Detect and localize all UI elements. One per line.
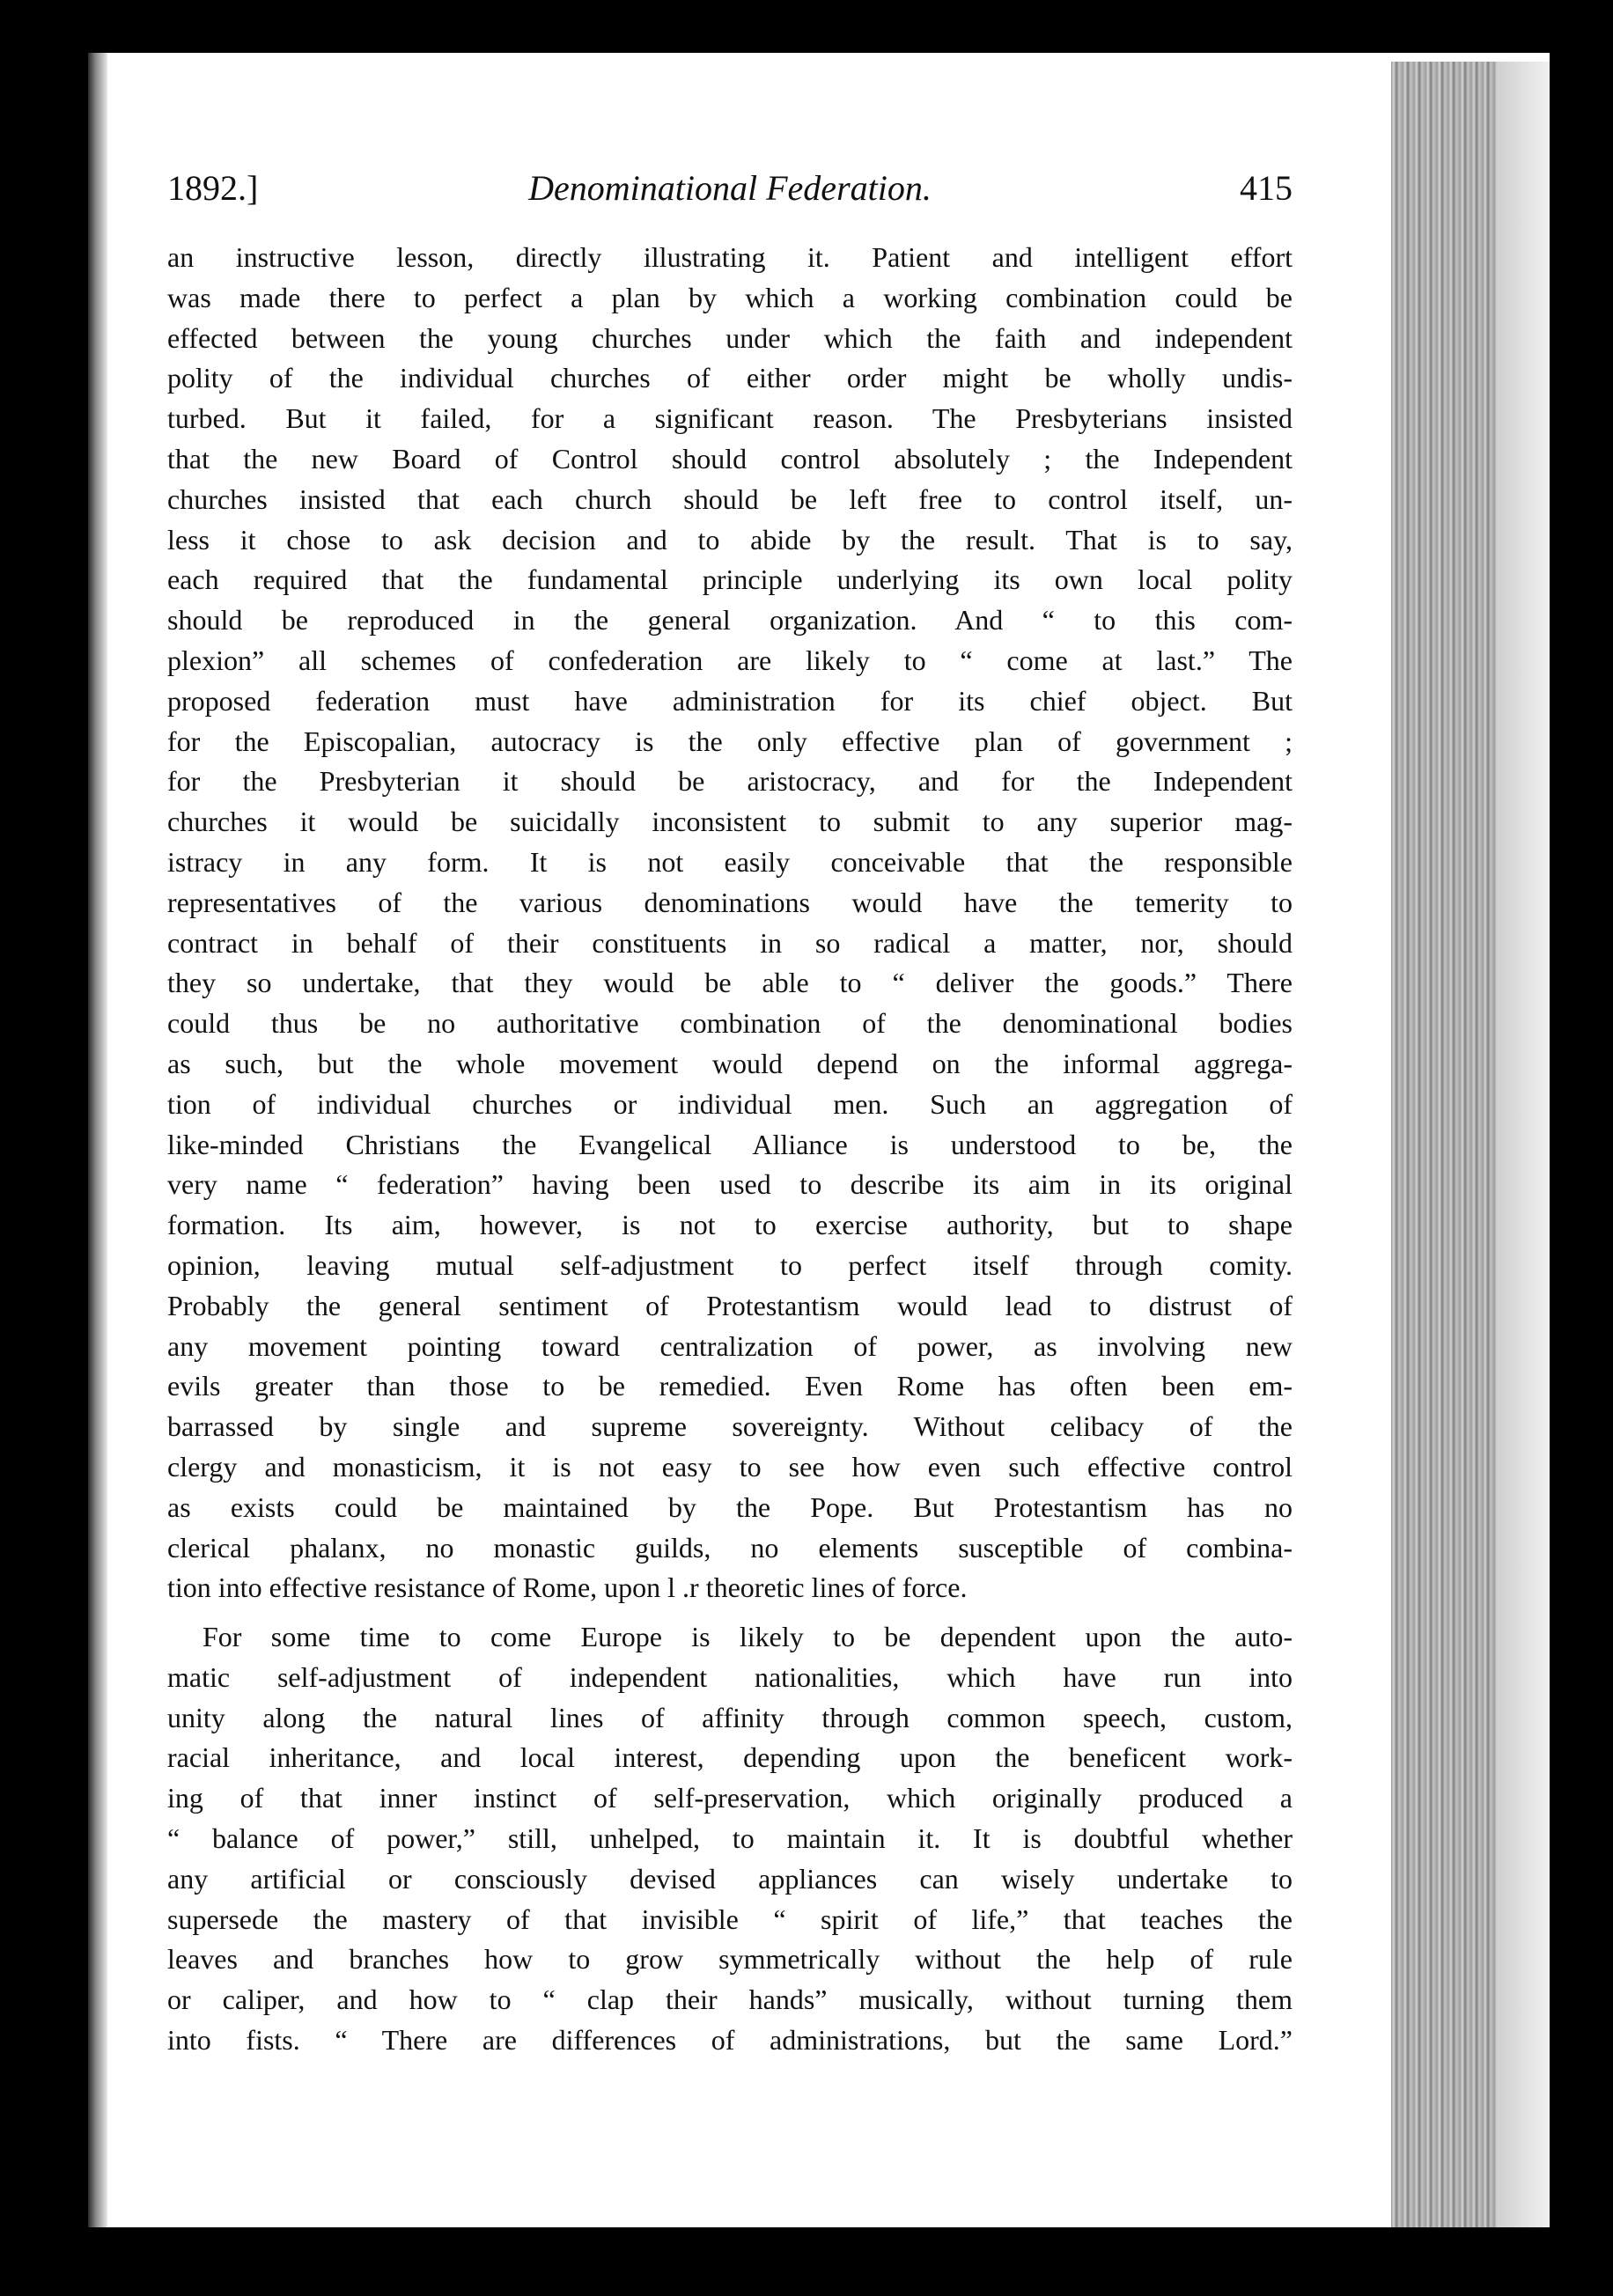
text-line: that the new Board of Control should control absolutely ; the Independent xyxy=(167,442,1293,475)
text-line: unity along the natural lines of affinity through common speech, custom, xyxy=(167,1701,1293,1733)
text-line: any artificial or consciously devised appliances can wisely undertake to xyxy=(167,1862,1293,1895)
paragraph xyxy=(167,238,1293,1608)
text-line: tion of individual churches or individual men. Such an aggregation of xyxy=(167,1087,1293,1120)
page-edge-inner xyxy=(1497,62,1550,2227)
text-line: supersede the mastery of that invisible “ spirit of life,” that teaches the xyxy=(167,1902,1293,1935)
text-line: ing of that inner instinct of self-preservation, which originally produced a xyxy=(167,1782,1293,1814)
text-line: an instructive lesson, directly illustrating it. Patient and intelligent effort xyxy=(167,241,1293,273)
header-year: 1892.] xyxy=(167,168,259,208)
text-line: or caliper, and how to “ clap their hands” musically, without turning them xyxy=(167,1983,1293,2016)
text-line: evils greater than those to be remedied. Even Rome has often been em- xyxy=(167,1370,1293,1402)
text-line: polity of the individual churches of either order might be wholly undis- xyxy=(167,362,1293,394)
text-line: clerical phalanx, no monastic guilds, no elements susceptible of combina- xyxy=(167,1531,1293,1564)
body-text xyxy=(167,238,1293,2061)
text-line: into fists. “ There are differences of administrations, but the same Lord.” xyxy=(167,2024,1293,2057)
text-line: formation. Its aim, however, is not to exercise authority, but to shape xyxy=(167,1209,1293,1241)
text-line: for the Presbyterian it should be aristocracy, and for the Independent xyxy=(167,765,1293,798)
text-line: was made there to perfect a plan by which a working combination could be xyxy=(167,281,1293,313)
text-line: churches it would be suicidally inconsistent to submit to any superior mag- xyxy=(167,806,1293,838)
text-line: any movement pointing toward centralization of power, as involving new xyxy=(167,1329,1293,1362)
page-edges xyxy=(1391,62,1550,2227)
page-gutter xyxy=(88,53,107,2227)
text-line: effected between the young churches under which the faith and independent xyxy=(167,321,1293,354)
text-line: for the Episcopalian, autocracy is the only effective plan of government ; xyxy=(167,725,1293,757)
text-line: barrassed by single and supreme sovereignty. Without celibacy of the xyxy=(167,1410,1293,1443)
page-number: 415 xyxy=(1240,168,1293,208)
text-line: representatives of the various denominations would have the temerity to xyxy=(167,886,1293,918)
text-line: could thus be no authoritative combination of the denominational bodies xyxy=(167,1007,1293,1040)
text-line: less it chose to ask decision and to abide by the result. That is to say, xyxy=(167,523,1293,556)
text-line: turbed. But it failed, for a significant reason. The Presbyterians insisted xyxy=(167,402,1293,435)
header-title: Denominational Federation. xyxy=(528,168,932,208)
text-line: contract in behalf of their constituents in so radical a matter, nor, should xyxy=(167,926,1293,959)
text-line: clergy and monasticism, it is not easy to see how even such effective control xyxy=(167,1450,1293,1483)
text-line: “ balance of power,” still, unhelped, to maintain it. It is doubtful whether xyxy=(167,1822,1293,1855)
text-line: churches insisted that each church should be left free to control itself, un- xyxy=(167,482,1293,515)
text-line: tion into effective resistance of Rome, upon l .r theoretic lines of force. xyxy=(167,1571,968,1604)
text-line: matic self-adjustment of independent nationalities, which have run into xyxy=(167,1660,1293,1693)
text-line: each required that the fundamental principle underlying its own local polity xyxy=(167,563,1293,596)
text-line: they so undertake, that they would be able to “ deliver the goods.” There xyxy=(167,967,1293,999)
text-line: as exists could be maintained by the Pope. But Protestantism has no xyxy=(167,1490,1293,1523)
text-line: Probably the general sentiment of Protestantism would lead to distrust of xyxy=(167,1289,1293,1321)
text-line: opinion, leaving mutual self-adjustment to perfect itself through comity. xyxy=(167,1248,1293,1281)
text-line: racial inheritance, and local interest, depending upon the beneficent work- xyxy=(167,1741,1293,1774)
text-line: leaves and branches how to grow symmetrically without the help of rule xyxy=(167,1943,1293,1976)
text-line: plexion” all schemes of confederation are likely to “ come at last.” The xyxy=(167,644,1293,676)
text-line: For some time to come Europe is likely to be dependent upon the auto- xyxy=(203,1621,1293,1653)
text-line: istracy in any form. It is not easily conceivable that the responsible xyxy=(167,845,1293,878)
paragraph xyxy=(167,1617,1293,2061)
text-line: should be reproduced in the general organization. And “ to this com- xyxy=(167,604,1293,637)
text-line: very name “ federation” having been used to describe its aim in its original xyxy=(167,1168,1293,1201)
paragraph-gap xyxy=(167,1608,1293,1617)
running-header xyxy=(167,167,1293,220)
text-line: like-minded Christians the Evangelical Alliance is understood to be, the xyxy=(167,1128,1293,1160)
text-line: as such, but the whole movement would depend on the informal aggrega- xyxy=(167,1047,1293,1079)
text-line: proposed federation must have administration for its chief object. But xyxy=(167,684,1293,717)
